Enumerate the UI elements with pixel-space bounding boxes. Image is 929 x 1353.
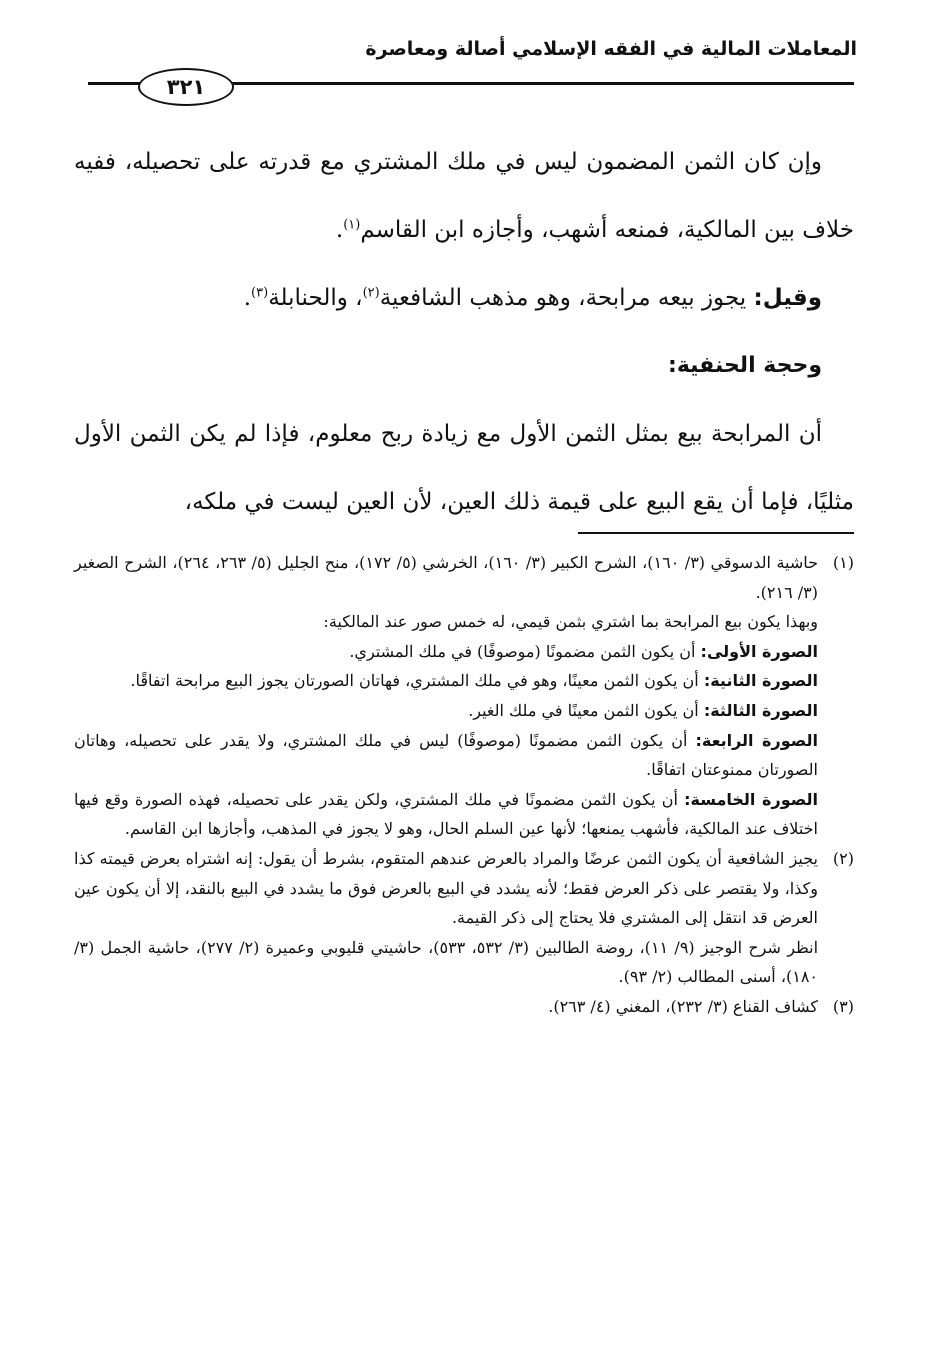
footnote-1-sources: حاشية الدسوقي (٣/ ١٦٠)، الشرح الكبير (٣/ ١٦٠)، الخرشي (٥/ ١٧٢)، منح الجليل (٥/ ٢٦٣، ٢٦٤)، الشرح الصغير (٣/ ٢١٦).: [74, 553, 819, 602]
footnote-1-intro: وبهذا يكون بيع المرابحة بما اشتري بثمن قيمي، له خمس صور عند المالكية:: [323, 612, 818, 632]
footnote-1-case-3: [74, 696, 818, 726]
footnote-2-refs: انظر شرح الوجيز (٩/ ١١)، روضة الطالبين (٣/ ٥٣٢، ٥٣٣)، حاشيتي قليوبي وعميرة (٢/ ٢٧٧)، حاشية الجمل (٣/ ١٨٠)، أسنى المطالب (٢/ ٩٣).: [74, 937, 819, 987]
page-number: ٣٢١: [166, 75, 206, 99]
case-3-label: الصورة الثالثة:: [703, 700, 818, 720]
case-3-text: أن يكون الثمن معينًا في ملك الغير.: [468, 700, 704, 720]
section-heading: وحجة الحنفية:: [668, 353, 822, 378]
paragraph-1-text: وإن كان الثمن المضمون ليس في ملك المشتري مع قدرته على تحصيله، ففيه خلاف بين المالكية، فمنعه أشهب، وأجازه ابن القاسم: [74, 149, 854, 243]
paragraph-2-text-b: ، والحنابلة: [268, 285, 363, 311]
page-number-badge: [138, 68, 234, 106]
footnote-ref-1[interactable]: (١): [343, 217, 361, 233]
footnote-1-body: [74, 548, 818, 844]
case-5-label: الصورة الخامسة:: [684, 789, 818, 809]
footnote-2-text: يجيز الشافعية أن يكون الثمن عرضًا والمراد بالعرض عندهم المتقوم، بشرط أن يقول: إنه اشتراه بعرض قيمته كذا وكذا، ولا يقتصر على ذكر العرض فقط؛ لأنه يشدد في البيع بالعرض فوق ما يشدد في البيع بالنقد، إلا أن يكون عين العرض قد انتقل إلى المشتري فلا يحتاج إلى ذكر القيمة.: [74, 848, 819, 928]
paragraph-2: [74, 264, 854, 332]
case-1-text: أن يكون الثمن مضمونًا (موصوفًا) في ملك المشتري.: [349, 641, 701, 661]
footnote-separator: [578, 532, 854, 534]
case-4-text: أن يكون الثمن مضمونًا (موصوفًا) ليس في ملك المشتري، ولا يقدر على تحصيله، وهاتان الصورتان ممنوعتان اتفاقًا.: [74, 730, 818, 780]
footnote-2-body: [74, 844, 818, 992]
footnote-ref-3[interactable]: (٣): [251, 285, 269, 301]
footnote-2: [74, 844, 854, 992]
case-2-text: أن يكون الثمن معينًا، وهو في ملك المشتري، فهاتان الصورتان يجوز البيع مرابحة اتفاقًا.: [130, 671, 704, 691]
main-text: [74, 128, 854, 536]
footnote-1-case-4: [74, 726, 818, 785]
case-4-label: الصورة الرابعة:: [695, 730, 818, 750]
paragraph-2-end: .: [243, 285, 252, 311]
footnote-3: [74, 992, 854, 1022]
footnote-3-text: كشاف القناع (٣/ ٢٣٢)، المغني (٤/ ٢٦٣).: [548, 996, 818, 1016]
footnote-3-body: [74, 992, 818, 1022]
footnote-1-number: (١): [832, 553, 854, 572]
paragraph-1: [74, 128, 854, 264]
paragraph-2-text-a: يجوز بيعه مرابحة، وهو مذهب الشافعية: [379, 285, 754, 311]
footnote-1-case-5: [74, 785, 818, 844]
footnote-2-number: (٢): [832, 848, 854, 868]
footnote-1-case-1: [74, 637, 818, 667]
footnote-1-case-2: [74, 666, 818, 696]
case-2-label: الصورة الثانية:: [703, 671, 818, 691]
case-5-text: أن يكون الثمن مضمونًا في ملك المشتري، ولكن يقدر على تحصيله، فهذه الصورة وقع فيها اختلاف عند المالكية، فأشهب يمنعها؛ لأنها عين السلم الحال، وهو لا يجوز في المذهب، وأجازها ابن القاسم.: [74, 789, 818, 839]
footnote-3-number: (٣): [832, 996, 854, 1016]
running-header-title: المعاملات المالية في الفقه الإسلامي أصالة ومعاصرة: [365, 38, 857, 60]
footnote-1: [74, 548, 854, 844]
paragraph-2-lead: وقيل:: [753, 285, 822, 311]
paragraph-1-end: .: [335, 217, 344, 243]
footnote-ref-2[interactable]: (٢): [362, 285, 380, 301]
footnotes: [74, 548, 854, 1022]
case-1-label: الصورة الأولى:: [700, 641, 818, 661]
paragraph-3: أن المرابحة بيع بمثل الثمن الأول مع زيادة ربح معلوم، فإذا لم يكن الثمن الأول مثليًا، فإما أن يقع البيع على قيمة ذلك العين، لأن العين ليست في ملكه،: [74, 421, 854, 515]
